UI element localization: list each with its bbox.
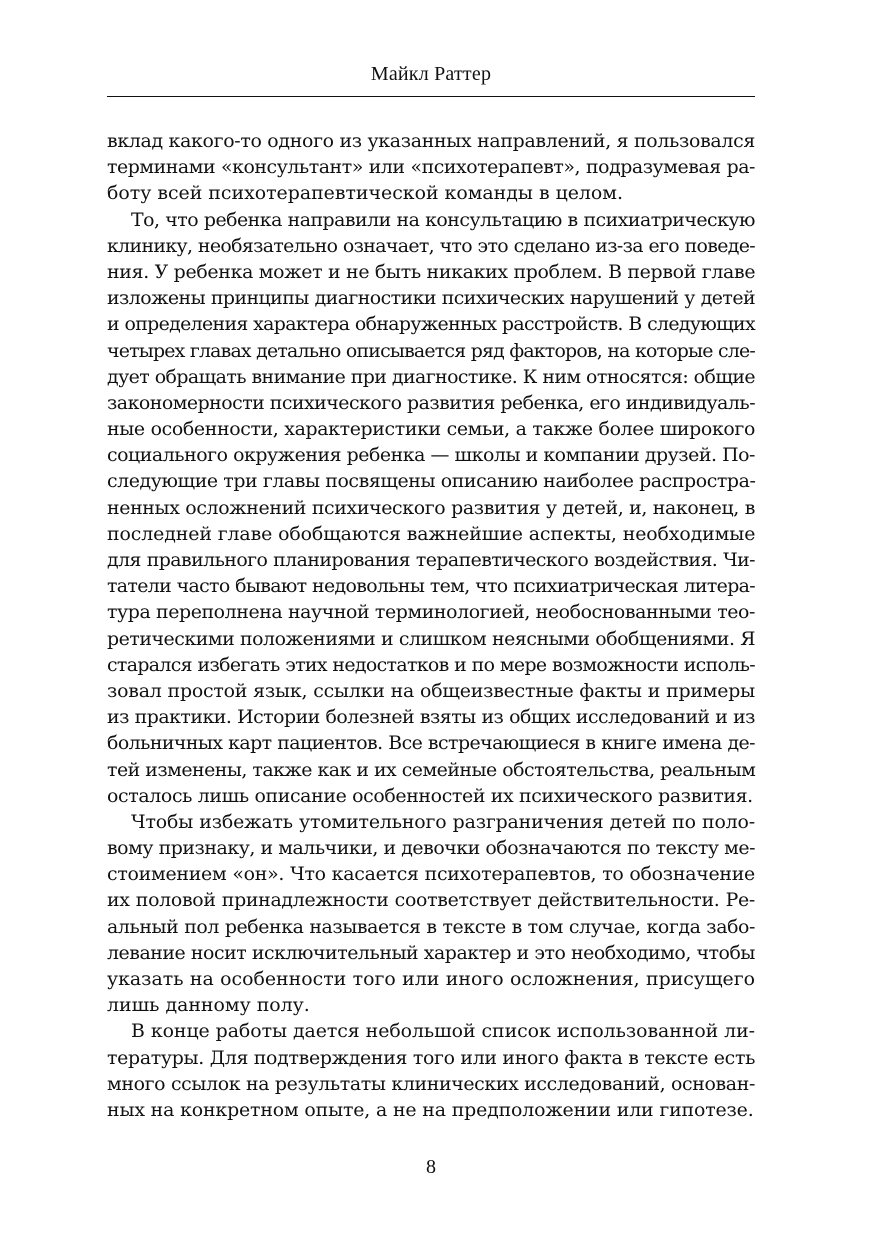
text-line: ния. У ребенка может и не быть никаких проблем. В первой главе [107,260,756,283]
text-line: левание носит исключительный характер и это необходимо, чтобы [107,941,755,964]
text-line: и определения характера обнаруженных расстройств. В следующих [107,313,755,336]
header-rule [107,96,755,97]
text-line: больничных карт пациентов. Все встречающиеся в книге имена де- [107,732,755,755]
text-line: следующие три главы посвящены описанию наиболее распростра- [107,470,756,493]
text-line: ненных осложнений психического развития у детей, и, наконец, в [107,496,755,519]
page-number: 8 [426,1156,436,1178]
text-line: старался избегать этих недостатков и по мере возможности исполь- [107,653,755,676]
text-line: тура переполнена научной терминологией, необоснованными тео- [107,601,755,624]
text-line: ные особенности, характеристики семьи, а также более широкого [107,418,755,441]
paragraph [107,809,755,1019]
text-line: вклад какого-то одного из указанных направлений, я пользовался [107,130,755,152]
text-line: терминами «консультант» или «психотерапевт», подразумевая ра- [107,156,755,179]
paragraph [107,207,755,809]
text-line: лишь данному полу. [107,994,310,1017]
text-line: боту всей психотерапевтической команды в целом. [107,182,623,205]
text-line: осталось лишь описание особенностей их психического развития. [107,784,753,807]
text-line: татели часто бывают недовольны тем, что психиатрическая литера- [107,575,755,598]
text-line: клинику, необязательно означает, что это сделано из-за его поведе- [107,234,755,257]
text-line: То, что ребенка направили на консультацию в психиатрическую [131,208,755,231]
text-line: изложены принципы диагностики психических нарушений у детей [107,287,755,310]
text-line: закономерности психического развития ребенка, его индивидуаль- [107,391,756,414]
paragraph [107,1018,755,1123]
text-line: их половой принадлежности соответствует действительности. Ре- [107,889,755,912]
text-line: для правильного планирования терапевтического воздействия. Чи- [107,549,755,571]
text-line: вому признаку, и мальчики, и девочки обозначаются по тексту ме- [107,837,755,860]
text-line: четырех главах детально описывается ряд факторов, на которые сле- [107,339,755,362]
text-line: из практики. Истории болезней взяты из общих исследований и из [107,706,755,729]
text-line: последней главе обобщаются важнейшие аспекты, необходимые [107,522,756,545]
text-line: ных на конкретном опыте, а не на предположении или гипотезе. [107,1098,754,1121]
text-line: тературы. Для подтверждения того или иного факта в тексте есть [107,1046,756,1069]
text-line: ретическими положениями и слишком неясными обобщениями. Я [107,627,755,650]
text-line: В конце работы дается небольшой список использованной ли- [131,1020,755,1043]
text-line: альный пол ребенка называется в тексте в том случае, когда забо- [107,915,755,938]
text-line: зовал простой язык, ссылки на общеизвестные факты и примеры [107,679,755,702]
text-line: указать на особенности того или иного осложнения, присущего [107,968,755,990]
text-line: Чтобы избежать утомительного разграничения детей по поло- [131,810,755,833]
text-line: социального окружения ребенка — школы и компании друзей. По- [107,444,755,467]
text-line: дует обращать внимание при диагностике. К ним относятся: общие [107,365,755,388]
running-header: Майкл Раттер [370,63,492,85]
paragraph [107,128,755,207]
text-line: тей изменены, также как и их семейные обстоятельства, реальным [107,758,756,781]
text-line: много ссылок на результаты клинических исследований, основан- [107,1072,755,1095]
body-text [107,128,755,1123]
text-line: стоимением «он». Что касается психотерапевтов, то обозначение [107,863,755,886]
